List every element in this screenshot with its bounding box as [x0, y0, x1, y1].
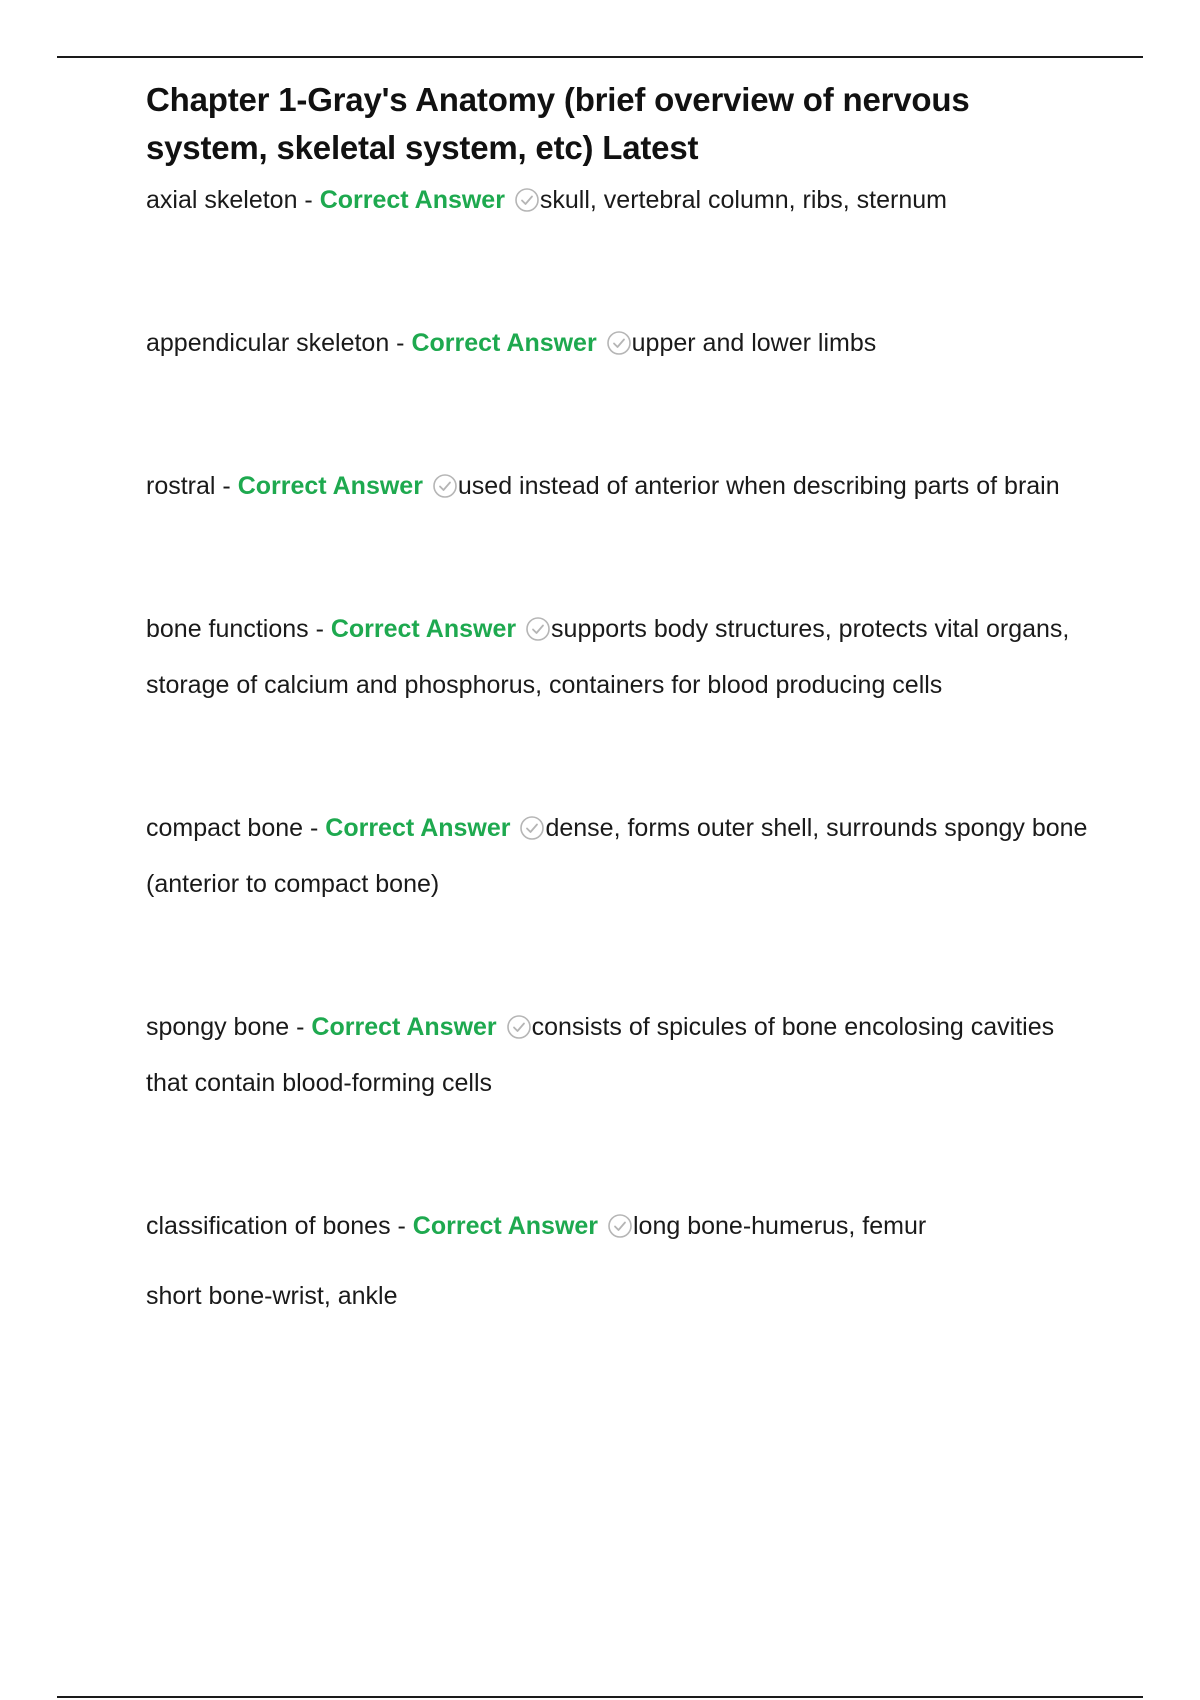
document-body: [146, 76, 1096, 1324]
answer-text: upper and lower limbs: [631, 329, 877, 357]
qa-item: [146, 458, 1096, 514]
page-title: Chapter 1-Gray's Anatomy (brief overview of nervous system, skeletal system, etc) Latest: [146, 81, 970, 166]
check-circle-icon: [432, 473, 458, 499]
correct-answer-label: Correct Answer: [412, 1212, 599, 1240]
qa-item: [146, 800, 1096, 912]
term: compact bone -: [146, 814, 326, 842]
correct-answer-label: Correct Answer: [411, 329, 597, 357]
check-circle-icon: [607, 1213, 633, 1239]
qa-item: [146, 315, 1096, 371]
term: rostral -: [146, 472, 238, 500]
header-rule: [57, 56, 1143, 58]
term: bone functions -: [146, 615, 331, 643]
correct-answer-label: Correct Answer: [330, 615, 517, 643]
check-circle-icon: [525, 616, 551, 642]
correct-answer-label: Correct Answer: [237, 472, 423, 500]
answer-text: consists of spicules of bone encolosing cavities that contain blood-forming cells: [146, 1013, 1055, 1097]
qa-item: [146, 1198, 1096, 1324]
check-circle-icon: [506, 1014, 532, 1040]
qa-item: [146, 172, 1096, 228]
check-circle-icon: [606, 330, 632, 356]
correct-answer-label: Correct Answer: [319, 186, 505, 214]
term: spongy bone -: [146, 1013, 312, 1041]
correct-answer-label: Correct Answer: [325, 814, 511, 842]
footer-rule: [57, 1696, 1143, 1698]
answer-text: skull, vertebral column, ribs, sternum: [539, 186, 947, 214]
answer-text: long bone-humerus, femur: [633, 1212, 927, 1240]
term: appendicular skeleton -: [146, 329, 412, 357]
qa-item: [146, 601, 1096, 713]
check-circle-icon: [519, 815, 545, 841]
answer-text: used instead of anterior when describing parts of brain: [457, 472, 1060, 500]
answer-text-continued: short bone-wrist, ankle: [146, 1282, 398, 1310]
answer-text: supports body structures, protects vital organs, storage of calcium and phosphorus, containers for blood producing cells: [146, 615, 1070, 699]
check-circle-icon: [514, 187, 540, 213]
term: classification of bones -: [146, 1212, 413, 1240]
correct-answer-label: Correct Answer: [311, 1013, 497, 1041]
qa-item: [146, 999, 1096, 1111]
answer-text: dense, forms outer shell, surrounds spongy bone (anterior to compact bone): [146, 814, 1088, 898]
term: axial skeleton -: [146, 186, 320, 214]
